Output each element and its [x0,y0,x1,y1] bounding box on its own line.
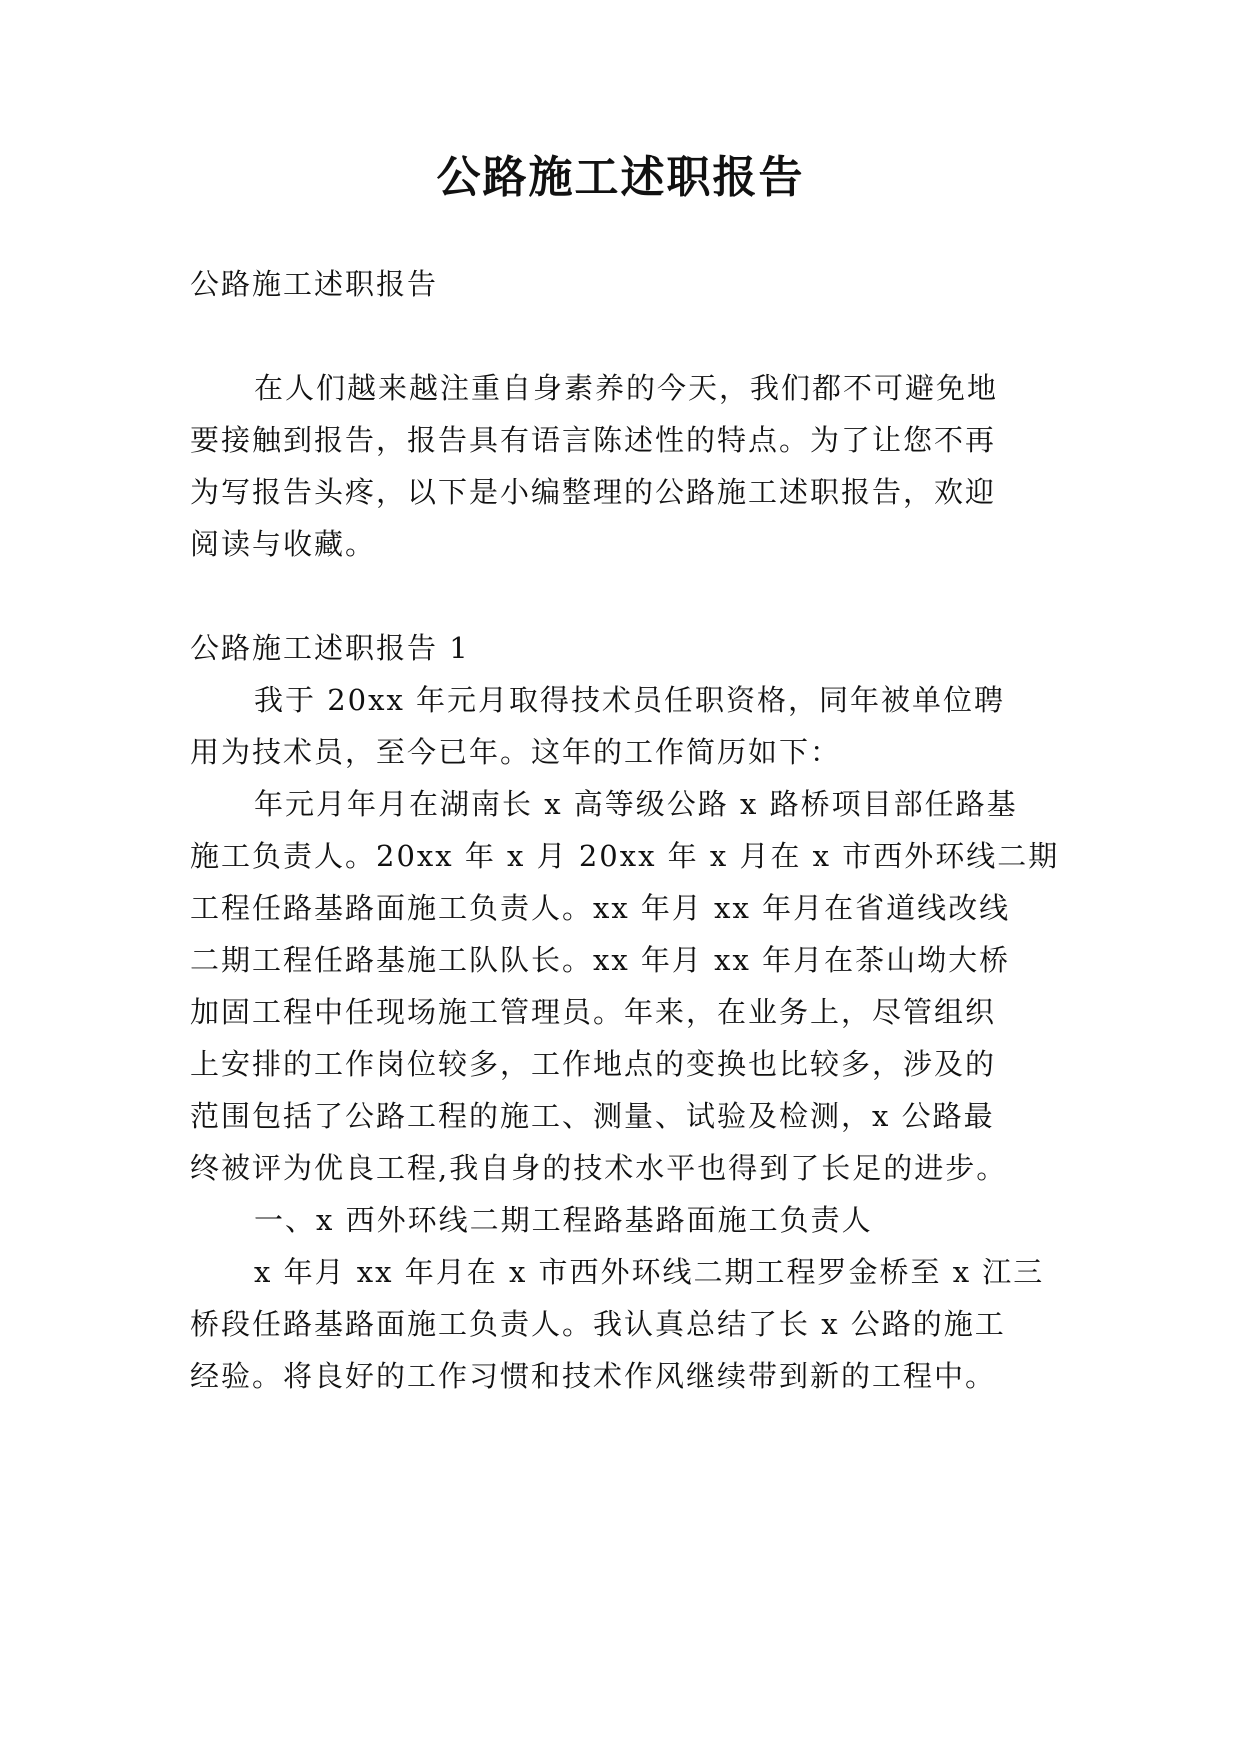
paragraph-line: 范围包括了公路工程的施工、测量、试验及检测，x 公路最 [190,1099,995,1133]
subtitle: 公路施工述职报告 [190,267,439,301]
paragraph-line: 年元月年月在湖南长 x 高等级公路 x 路桥项目部任路基 [254,787,1018,821]
paragraph-line: 二期工程任路基施工队队长。xx 年月 xx 年月在茶山坳大桥 [190,943,1011,977]
section-heading: 公路施工述职报告 1 [190,631,470,665]
intro-line: 在人们越来越注重自身素养的今天，我们都不可避免地 [254,371,999,405]
paragraph-line: 我于 20xx 年元月取得技术员任职资格，同年被单位聘 [254,683,1006,717]
subheading: 一、x 西外环线二期工程路基路面施工负责人 [254,1203,873,1237]
paragraph-line: 经验。将良好的工作习惯和技术作风继续带到新的工程中。 [190,1359,997,1393]
paragraph-line: 桥段任路基路面施工负责人。我认真总结了长 x 公路的施工 [190,1307,1006,1341]
paragraph-line: 施工负责人。20xx 年 x 月 20xx 年 x 月在 x 市西外环线二期 [190,839,1060,873]
paragraph-line: 上安排的工作岗位较多，工作地点的变换也比较多，涉及的 [190,1047,997,1081]
document-title: 公路施工述职报告 [436,152,805,203]
paragraph-line: x 年月 xx 年月在 x 市西外环线二期工程罗金桥至 x 江三 [254,1255,1045,1289]
intro-line: 要接触到报告，报告具有语言陈述性的特点。为了让您不再 [190,423,997,457]
intro-line: 阅读与收藏。 [190,527,377,561]
paragraph-line: 加固工程中任现场施工管理员。年来，在业务上，尽管组织 [190,995,997,1029]
intro-line: 为写报告头疼，以下是小编整理的公路施工述职报告，欢迎 [190,475,997,509]
paragraph-line: 用为技术员，至今已年。这年的工作简历如下： [190,735,842,769]
paragraph-line: 工程任路基路面施工负责人。xx 年月 xx 年月在省道线改线 [190,891,1011,925]
paragraph-line: 终被评为优良工程,我自身的技术水平也得到了长足的进步。 [190,1151,1008,1185]
